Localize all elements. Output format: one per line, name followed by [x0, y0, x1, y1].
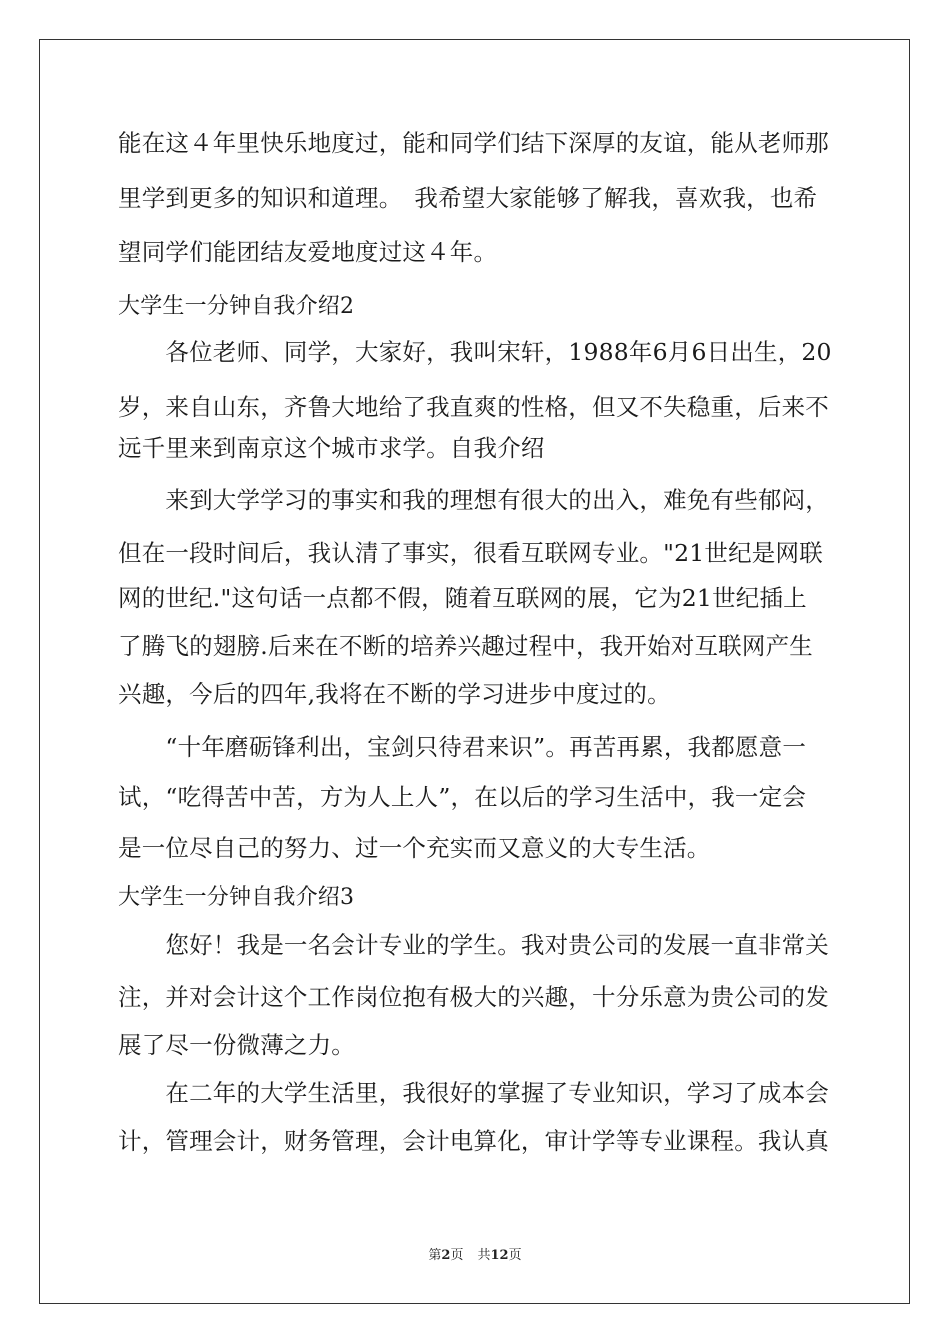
text-line: 注，并对会计这个工作岗位抱有极大的兴趣，十分乐意为贵公司的发 — [118, 983, 829, 1011]
text-line: 是一位尽自己的努力、过一个充实而又意义的大专生活。 — [118, 834, 711, 862]
page-total: 12 — [490, 1248, 509, 1263]
text-line: 兴趣，今后的四年,我将在不断的学习进步中度过的。 — [118, 680, 671, 708]
text-line: 来到大学学习的事实和我的理想有很大的出入，难免有些郁闷， — [118, 486, 829, 514]
text-line: 在二年的大学生活里，我很好的掌握了专业知识，学习了成本会 — [118, 1079, 829, 1107]
total-suffix: 页 — [508, 1248, 522, 1263]
text-line: 网的世纪."这句话一点都不假，随着互联网的展，它为21世纪插上 — [118, 584, 807, 612]
text-line: 计，管理会计，财务管理，会计电算化，审计学等专业课程。我认真 — [118, 1127, 829, 1155]
text-line: 但在一段时间后，我认清了事实，很看互联网专业。"21世纪是网联 — [118, 539, 823, 567]
text-line: 试，“吃得苦中苦，方为人上人”，在以后的学习生活中，我一定会 — [118, 783, 807, 811]
section-heading: 大学生一分钟自我介绍3 — [118, 885, 355, 910]
text-line: 各位老师、同学，大家好，我叫宋轩，1988年6月6日出生，20 — [118, 338, 832, 366]
text-line: 了腾飞的翅膀.后来在不断的培养兴趣过程中，我开始对互联网产生 — [118, 632, 813, 660]
page-suffix: 页 — [450, 1248, 464, 1263]
text-line: 展了尽一份微薄之力。 — [118, 1031, 355, 1059]
text-line: 岁，来自山东，齐鲁大地给了我直爽的性格，但又不失稳重，后来不 — [118, 393, 829, 421]
section-heading: 大学生一分钟自我介绍2 — [118, 294, 355, 319]
text-line: 远千里来到南京这个城市求学。自我介绍 — [118, 434, 545, 462]
page-prefix: 第 — [428, 1248, 442, 1263]
text-line: 里学到更多的知识和道理。 我希望大家能够了解我，喜欢我，也希 — [118, 184, 818, 212]
text-line: 能在这４年里快乐地度过，能和同学们结下深厚的友谊，能从老师那 — [118, 129, 829, 157]
page-current: 2 — [441, 1248, 451, 1263]
text-line: 您好！我是一名会计专业的学生。我对贵公司的发展一直非常关 — [118, 931, 829, 959]
total-prefix: 共 — [477, 1248, 491, 1263]
page-border — [39, 39, 910, 1304]
text-line: 望同学们能团结友爱地度过这４年。 — [118, 238, 498, 266]
text-line: “十年磨砺锋利出，宝剑只待君来识”。再苦再累，我都愿意一 — [118, 733, 807, 761]
page-footer — [0, 1248, 950, 1264]
